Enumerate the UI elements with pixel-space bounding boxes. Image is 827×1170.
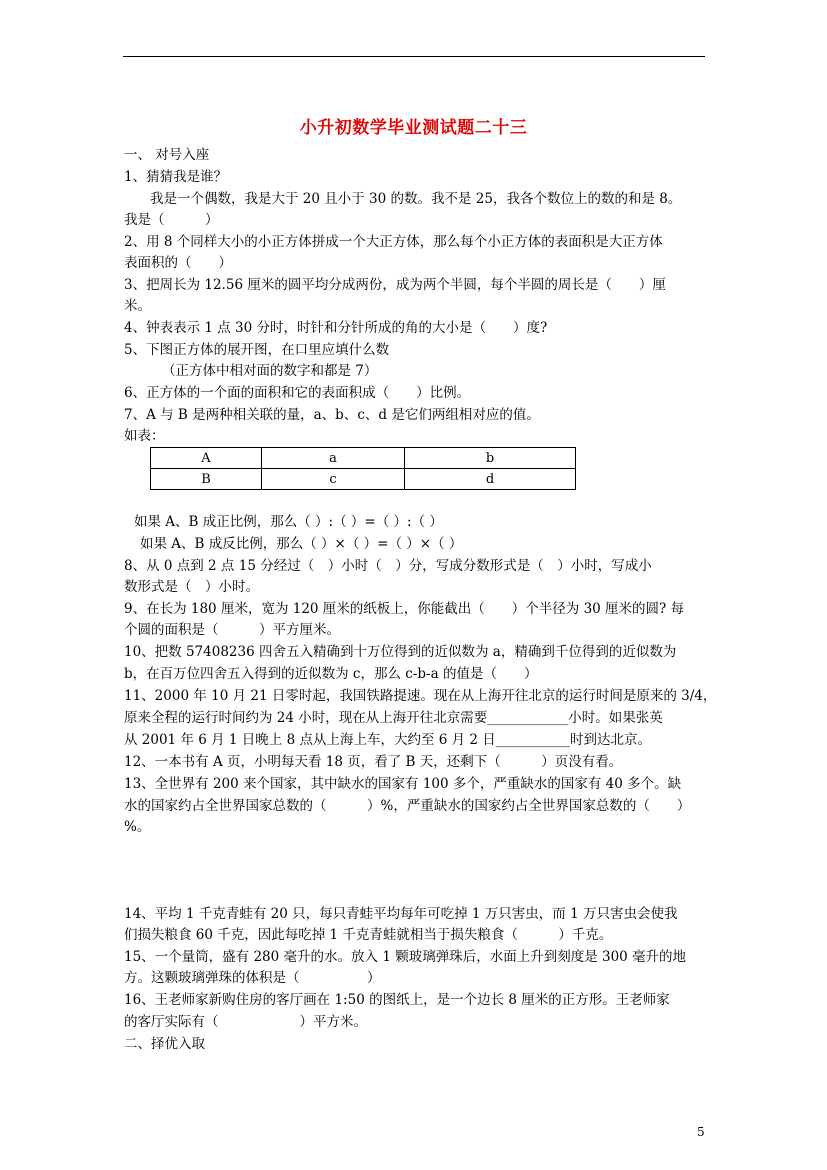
q4: 4、钟表表示 1 点 30 分时，时针和分针所成的角的大小是（ ）度? bbox=[124, 320, 548, 336]
q10-line1: 10、把数 57408236 四舍五入精确到十万位得到的近似数为 a，精确到千位得到的近似数为 bbox=[124, 644, 677, 660]
q1-body: 我是一个偶数，我是大于 20 且小于 30 的数。我不是 25，我各个数位上的数的和是 8。 bbox=[150, 191, 682, 207]
q7-line4: 如果 A、B 成反比例，那么（ ）×（ ）=（ ）×（ ） bbox=[140, 536, 463, 552]
q5-line1: 5、下图正方体的展开图，在口里应填什么数 bbox=[124, 342, 390, 358]
table-cell: b bbox=[405, 448, 576, 469]
q8-line2: 数形式是（ ）小时。 bbox=[124, 579, 259, 595]
q3-line1: 3、把周长为 12.56 厘米的圆平均分成两份，成为两个半圆，每个半圆的周长是（ ）厘 bbox=[124, 277, 666, 293]
q2-line2: 表面积的（ ） bbox=[124, 255, 232, 271]
section-2-heading: 二、择优入取 bbox=[124, 1036, 205, 1052]
q13-line1: 13、全世界有 200 来个国家，其中缺水的国家有 100 多个，严重缺水的国家有 40 多个。缺 bbox=[124, 776, 682, 792]
q16-line1: 16、王老师家新购住房的客厅画在 1:50 的图纸上，是一个边长 8 厘米的正方形。王老师家 bbox=[124, 992, 670, 1008]
q14-line2: 们损失粮食 60 千克，因此每吃掉 1 千克青蛙就相当于损失粮食（ ）千克。 bbox=[124, 927, 613, 943]
q9-line1: 9、在长为 180 厘米，宽为 120 厘米的纸板上，你能截出（ ）个半径为 30 厘米的圆? 每 bbox=[124, 601, 685, 617]
page-number: 5 bbox=[697, 1125, 705, 1139]
q7-line3: 如果 A、B 成正比例，那么（ ）:（ ）=（ ）:（ ） bbox=[134, 514, 443, 530]
q13-line3: %。 bbox=[124, 819, 151, 835]
q11-line2: 原来全程的运行时间约为 24 小时，现在从上海开往北京需要____________小时。如果张英 bbox=[124, 710, 663, 726]
q10-line2: b，在百万位四舍五入得到的近似数为 c，那么 c-b-a 的值是（ ） bbox=[124, 666, 538, 682]
q11-line1: 11、2000 年 10 月 21 日零时起，我国铁路提速。现在从上海开往北京的运行时间是原来的 3/4， bbox=[124, 688, 717, 704]
q9-line2: 个圆的面积是（ ）平方厘米。 bbox=[124, 622, 340, 638]
q2-line1: 2、用 8 个同样大小的小正方体拼成一个大正方体，那么每个小正方体的表面积是大正方体 bbox=[124, 234, 663, 250]
q16-line2: 的客厅实际有（ ）平方米。 bbox=[124, 1014, 367, 1030]
q14-line1: 14、平均 1 千克青蛙有 20 只，每只青蛙平均每年可吃掉 1 万只害虫，而 1 万只害虫会使我 bbox=[124, 906, 678, 922]
q3-line2: 米。 bbox=[124, 298, 151, 314]
page-title: 小升初数学毕业测试题二十三 bbox=[299, 118, 528, 138]
q12: 12、一本书有 A 页，小明每天看 18 页，看了 B 天，还剩下（ ）页没有看。 bbox=[124, 754, 623, 770]
q7-line1: 7、A 与 B 是两种相关联的量，a、b、c、d 是它们两组相对应的值。 bbox=[124, 407, 540, 423]
table-cell: d bbox=[405, 469, 576, 490]
q15-line1: 15、一个量筒，盛有 280 毫升的水。放入 1 颗玻璃弹珠后，水面上升到刻度是 300 毫升的地 bbox=[124, 949, 687, 965]
table-cell: A bbox=[151, 448, 262, 469]
q8-line1: 8、从 0 点到 2 点 15 分经过（ ）小时（ ）分，写成分数形式是（ ）小时，写成小 bbox=[124, 558, 652, 574]
table-cell: B bbox=[151, 469, 262, 490]
q13-line2: 水的国家约占全世界国家总数的（ ）%，严重缺水的国家约占全世界国家总数的（ ） bbox=[124, 798, 691, 814]
ab-table bbox=[150, 447, 576, 490]
q11-line3: 从 2001 年 6 月 1 日晚上 8 点从上海上车，大约至 6 月 2 日___________时到达北京。 bbox=[124, 732, 652, 748]
q15-line2: 方。这颗玻璃弹珠的体积是（ ） bbox=[124, 970, 381, 986]
q7-line2: 如表： bbox=[124, 428, 165, 444]
table-cell: c bbox=[262, 469, 405, 490]
q1-answer: 我是（ ） bbox=[124, 212, 219, 228]
table-row bbox=[151, 448, 576, 469]
table-cell: a bbox=[262, 448, 405, 469]
q6: 6、正方体的一个面的面积和它的表面积成（ ）比例。 bbox=[124, 385, 471, 401]
section-1-heading: 一、 对号入座 bbox=[124, 147, 210, 163]
table-row bbox=[151, 469, 576, 490]
header-rule bbox=[123, 56, 705, 57]
q1-head: 1、猜猜我是谁？ bbox=[124, 169, 228, 185]
q5-line2: （正方体中相对面的数字和都是 7） bbox=[162, 363, 378, 379]
